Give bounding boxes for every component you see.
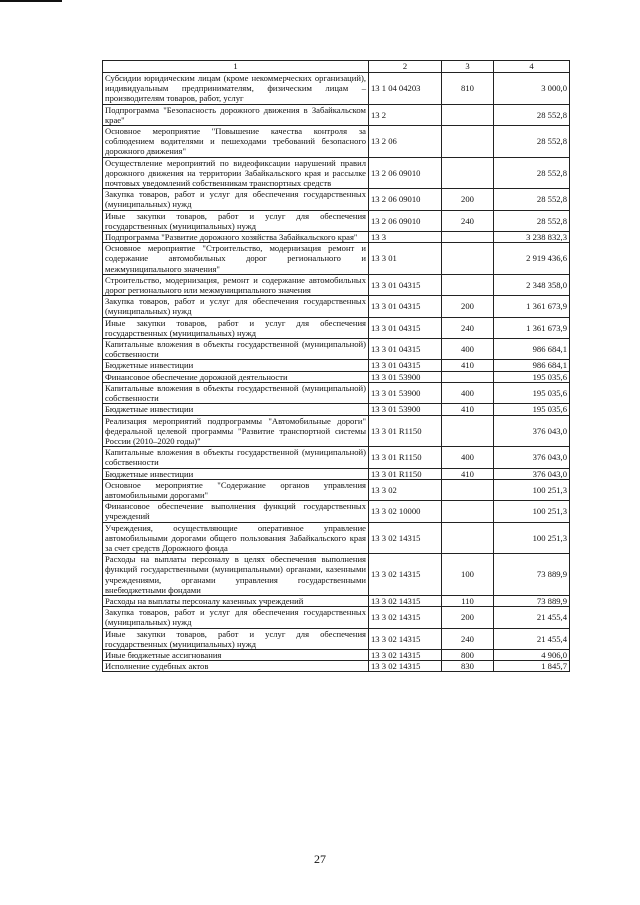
row-name-cell: Реализация мероприятий подпрограммы "Автомобильные дороги" федеральной целевой программы "Развитие транспортной системы России (2010–2020 годы)" bbox=[103, 415, 369, 447]
row-amount-cell: 1 845,7 bbox=[494, 661, 570, 672]
row-type-cell bbox=[442, 243, 494, 275]
table-row bbox=[103, 339, 570, 360]
row-amount-cell: 100 251,3 bbox=[494, 479, 570, 500]
row-code-cell: 13 2 06 09010 bbox=[369, 210, 442, 231]
row-type-cell: 240 bbox=[442, 210, 494, 231]
row-amount-cell: 28 552,8 bbox=[494, 126, 570, 158]
row-code-cell: 13 3 02 14315 bbox=[369, 649, 442, 660]
row-name-cell: Осуществление мероприятий по видеофиксации нарушений правил дорожного движения на территории Забайкальского края и рассылке почтовых уведомлений собственникам транспортных средств bbox=[103, 157, 369, 189]
row-name-cell: Основное мероприятие "Повышение качества контроля за соблюдением водителями и пешеходами требований безопасного дорожного движения" bbox=[103, 126, 369, 158]
row-code-cell: 13 1 04 04203 bbox=[369, 73, 442, 105]
table-row bbox=[103, 189, 570, 210]
row-code-cell: 13 3 01 R1150 bbox=[369, 447, 442, 468]
row-type-cell bbox=[442, 274, 494, 295]
row-amount-cell: 73 889,9 bbox=[494, 595, 570, 606]
table-row bbox=[103, 661, 570, 672]
row-type-cell bbox=[442, 157, 494, 189]
row-type-cell: 200 bbox=[442, 607, 494, 628]
row-type-cell: 200 bbox=[442, 189, 494, 210]
table-row bbox=[103, 360, 570, 371]
row-code-cell: 13 3 bbox=[369, 232, 442, 243]
table-row bbox=[103, 210, 570, 231]
row-name-cell: Иные закупки товаров, работ и услуг для обеспечения государственных (муниципальных) нужд bbox=[103, 210, 369, 231]
table-row bbox=[103, 649, 570, 660]
row-amount-cell: 195 035,6 bbox=[494, 371, 570, 382]
row-amount-cell: 986 684,1 bbox=[494, 339, 570, 360]
row-code-cell: 13 3 02 14315 bbox=[369, 628, 442, 649]
row-name-cell: Иные бюджетные ассигнования bbox=[103, 649, 369, 660]
row-name-cell: Иные закупки товаров, работ и услуг для обеспечения государственных (муниципальных) нужд bbox=[103, 628, 369, 649]
row-name-cell: Подпрограмма "Безопасность дорожного движения в Забайкальском крае" bbox=[103, 104, 369, 125]
table-row bbox=[103, 628, 570, 649]
row-amount-cell: 28 552,8 bbox=[494, 189, 570, 210]
row-code-cell: 13 3 02 14315 bbox=[369, 554, 442, 596]
row-amount-cell: 4 906,0 bbox=[494, 649, 570, 660]
row-code-cell: 13 3 01 04315 bbox=[369, 317, 442, 338]
row-name-cell: Закупка товаров, работ и услуг для обеспечения государственных (муниципальных) нужд bbox=[103, 607, 369, 628]
table-row bbox=[103, 104, 570, 125]
row-amount-cell: 376 043,0 bbox=[494, 468, 570, 479]
row-code-cell: 13 3 01 bbox=[369, 243, 442, 275]
row-code-cell: 13 3 01 04315 bbox=[369, 339, 442, 360]
row-name-cell: Бюджетные инвестиции bbox=[103, 360, 369, 371]
row-type-cell: 410 bbox=[442, 404, 494, 415]
row-name-cell: Капитальные вложения в объекты государственной (муниципальной) собственности bbox=[103, 447, 369, 468]
row-name-cell: Бюджетные инвестиции bbox=[103, 468, 369, 479]
row-name-cell: Финансовое обеспечение дорожной деятельности bbox=[103, 371, 369, 382]
page-number: 27 bbox=[314, 852, 326, 866]
table-row bbox=[103, 382, 570, 403]
table-row bbox=[103, 157, 570, 189]
row-name-cell: Основное мероприятие "Строительство, модернизация ремонт и содержание автомобильных дорог регионального и межмуниципального значения" bbox=[103, 243, 369, 275]
row-code-cell: 13 3 02 14315 bbox=[369, 607, 442, 628]
table-row bbox=[103, 274, 570, 295]
table-row bbox=[103, 243, 570, 275]
table-row bbox=[103, 479, 570, 500]
row-code-cell: 13 2 06 09010 bbox=[369, 157, 442, 189]
row-amount-cell: 21 455,4 bbox=[494, 628, 570, 649]
row-amount-cell: 2 348 358,0 bbox=[494, 274, 570, 295]
row-type-cell bbox=[442, 522, 494, 554]
row-type-cell: 110 bbox=[442, 595, 494, 606]
corner-rule bbox=[0, 0, 62, 2]
row-type-cell: 400 bbox=[442, 382, 494, 403]
row-type-cell: 400 bbox=[442, 339, 494, 360]
row-type-cell bbox=[442, 479, 494, 500]
header-col-1: 1 bbox=[103, 61, 369, 73]
row-amount-cell: 195 035,6 bbox=[494, 382, 570, 403]
row-type-cell bbox=[442, 501, 494, 522]
row-code-cell: 13 3 01 R1150 bbox=[369, 415, 442, 447]
row-code-cell: 13 2 06 09010 bbox=[369, 189, 442, 210]
row-amount-cell: 73 889,9 bbox=[494, 554, 570, 596]
row-type-cell bbox=[442, 232, 494, 243]
header-col-2: 2 bbox=[369, 61, 442, 73]
row-amount-cell: 100 251,3 bbox=[494, 522, 570, 554]
row-code-cell: 13 3 02 14315 bbox=[369, 595, 442, 606]
row-code-cell: 13 3 01 R1150 bbox=[369, 468, 442, 479]
row-amount-cell: 28 552,8 bbox=[494, 104, 570, 125]
row-type-cell: 800 bbox=[442, 649, 494, 660]
table-row bbox=[103, 468, 570, 479]
row-name-cell: Иные закупки товаров, работ и услуг для обеспечения государственных (муниципальных) нужд bbox=[103, 317, 369, 338]
row-amount-cell: 3 000,0 bbox=[494, 73, 570, 105]
table-row bbox=[103, 522, 570, 554]
table-header-row bbox=[103, 61, 570, 73]
row-amount-cell: 376 043,0 bbox=[494, 447, 570, 468]
row-code-cell: 13 3 01 04315 bbox=[369, 360, 442, 371]
table-row bbox=[103, 447, 570, 468]
row-name-cell: Расходы на выплаты персоналу казенных учреждений bbox=[103, 595, 369, 606]
table-row bbox=[103, 317, 570, 338]
row-code-cell: 13 3 02 10000 bbox=[369, 501, 442, 522]
row-type-cell: 410 bbox=[442, 468, 494, 479]
table-row bbox=[103, 554, 570, 596]
table-row bbox=[103, 607, 570, 628]
row-type-cell: 240 bbox=[442, 317, 494, 338]
row-name-cell: Субсидии юридическим лицам (кроме некоммерческих организаций), индивидуальным предпринимателям, физическим лицам – производителям товаров, работ, услуг bbox=[103, 73, 369, 105]
row-amount-cell: 100 251,3 bbox=[494, 501, 570, 522]
row-name-cell: Бюджетные инвестиции bbox=[103, 404, 369, 415]
row-name-cell: Учреждения, осуществляющие оперативное управление автомобильными дорогами общего пользования Забайкальского края за счет средств Дорожного фонда bbox=[103, 522, 369, 554]
row-type-cell: 410 bbox=[442, 360, 494, 371]
row-code-cell: 13 3 01 53900 bbox=[369, 371, 442, 382]
budget-table bbox=[102, 60, 570, 672]
row-type-cell: 810 bbox=[442, 73, 494, 105]
row-name-cell: Закупка товаров, работ и услуг для обеспечения государственных (муниципальных) нужд bbox=[103, 296, 369, 317]
row-amount-cell: 2 919 436,6 bbox=[494, 243, 570, 275]
header-col-3: 3 bbox=[442, 61, 494, 73]
row-amount-cell: 1 361 673,9 bbox=[494, 317, 570, 338]
row-code-cell: 13 2 bbox=[369, 104, 442, 125]
row-type-cell: 100 bbox=[442, 554, 494, 596]
row-code-cell: 13 3 02 14315 bbox=[369, 522, 442, 554]
row-type-cell: 240 bbox=[442, 628, 494, 649]
row-type-cell: 830 bbox=[442, 661, 494, 672]
row-code-cell: 13 3 02 bbox=[369, 479, 442, 500]
row-type-cell bbox=[442, 126, 494, 158]
row-type-cell bbox=[442, 415, 494, 447]
row-type-cell bbox=[442, 371, 494, 382]
table-row bbox=[103, 415, 570, 447]
table-row bbox=[103, 232, 570, 243]
row-code-cell: 13 2 06 bbox=[369, 126, 442, 158]
row-name-cell: Строительство, модернизация, ремонт и содержание автомобильных дорог регионального или межмуниципального значения bbox=[103, 274, 369, 295]
row-code-cell: 13 3 01 53900 bbox=[369, 382, 442, 403]
row-code-cell: 13 3 01 53900 bbox=[369, 404, 442, 415]
row-amount-cell: 28 552,8 bbox=[494, 210, 570, 231]
row-type-cell: 200 bbox=[442, 296, 494, 317]
row-type-cell: 400 bbox=[442, 447, 494, 468]
header-col-4: 4 bbox=[494, 61, 570, 73]
row-code-cell: 13 3 01 04315 bbox=[369, 296, 442, 317]
row-type-cell bbox=[442, 104, 494, 125]
row-name-cell: Капитальные вложения в объекты государственной (муниципальной) собственности bbox=[103, 339, 369, 360]
table-row bbox=[103, 296, 570, 317]
row-amount-cell: 376 043,0 bbox=[494, 415, 570, 447]
row-name-cell: Закупка товаров, работ и услуг для обеспечения государственных (муниципальных) нужд bbox=[103, 189, 369, 210]
row-amount-cell: 28 552,8 bbox=[494, 157, 570, 189]
row-amount-cell: 986 684,1 bbox=[494, 360, 570, 371]
table-row bbox=[103, 595, 570, 606]
row-amount-cell: 21 455,4 bbox=[494, 607, 570, 628]
row-name-cell: Расходы на выплаты персоналу в целях обеспечения выполнения функций государственными (муниципальными) органами, казенными учреждениями, органами управления государственными внебюджетными фондами bbox=[103, 554, 369, 596]
table-row bbox=[103, 501, 570, 522]
row-code-cell: 13 3 01 04315 bbox=[369, 274, 442, 295]
row-name-cell: Основное мероприятие "Содержание органов управления автомобильными дорогами" bbox=[103, 479, 369, 500]
row-amount-cell: 1 361 673,9 bbox=[494, 296, 570, 317]
row-name-cell: Капитальные вложения в объекты государственной (муниципальной) собственности bbox=[103, 382, 369, 403]
row-name-cell: Финансовое обеспечение выполнения функций государственных учреждений bbox=[103, 501, 369, 522]
table-row bbox=[103, 126, 570, 158]
row-code-cell: 13 3 02 14315 bbox=[369, 661, 442, 672]
table-row bbox=[103, 404, 570, 415]
row-name-cell: Подпрограмма "Развитие дорожного хозяйства Забайкальского края" bbox=[103, 232, 369, 243]
row-name-cell: Исполнение судебных актов bbox=[103, 661, 369, 672]
table-row bbox=[103, 73, 570, 105]
row-amount-cell: 195 035,6 bbox=[494, 404, 570, 415]
row-amount-cell: 3 238 832,3 bbox=[494, 232, 570, 243]
table-row bbox=[103, 371, 570, 382]
